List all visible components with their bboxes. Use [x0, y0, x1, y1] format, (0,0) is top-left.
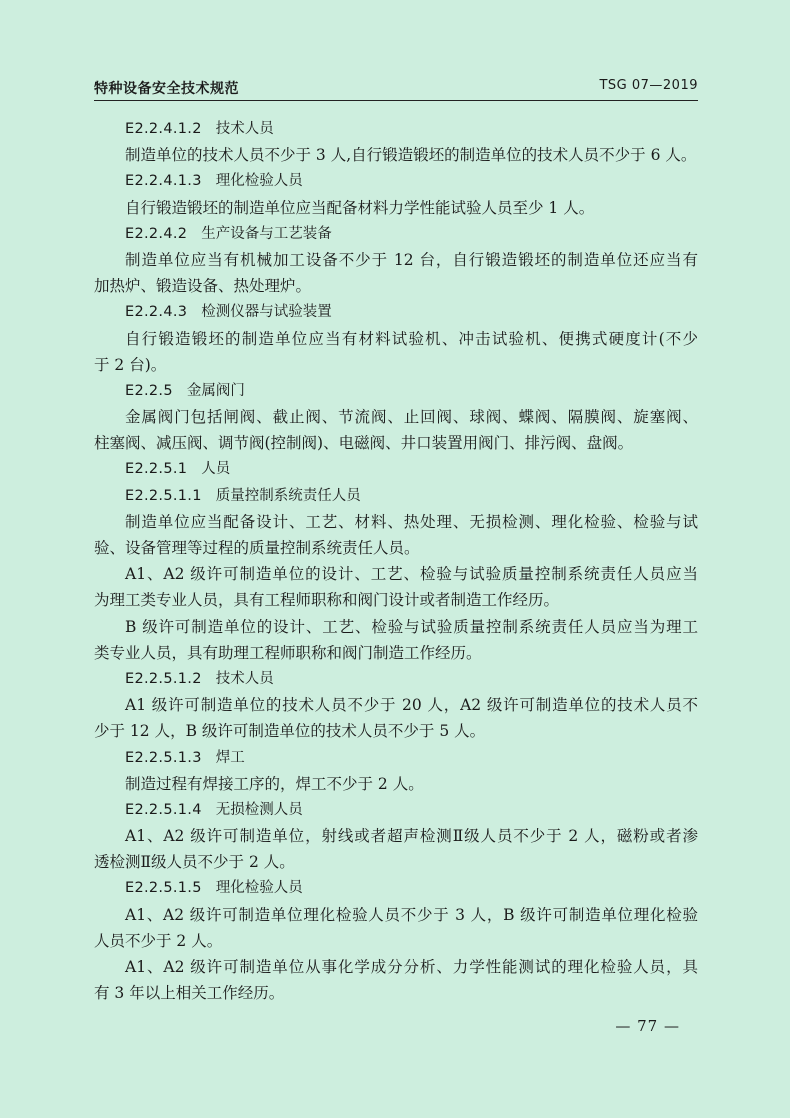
- section-heading: [94, 221, 698, 247]
- paragraph-line: 为理工类专业人员，具有工程师职称和阀门设计或者制造工作经历。: [94, 591, 560, 610]
- section-number: E2.2.4.1.2: [125, 121, 202, 137]
- section-number: E2.2.5.1.4: [125, 801, 202, 818]
- paragraph-line: 少于 12 人，B 级许可制造单位的技术人员不少于 5 人。: [94, 722, 486, 741]
- section-number: E2.2.4.1.3: [125, 173, 202, 190]
- section-title: 技术人员: [215, 670, 274, 687]
- header-title: 特种设备安全技术规范: [94, 81, 239, 97]
- paragraph-line: 自行锻造锻坯的制造单位应当有材料试验机、冲击试验机、便携式硬度计(不少: [125, 329, 698, 348]
- paragraph-line: 人员不少于 2 人。: [94, 931, 223, 950]
- paragraph-line: A1、A2 级许可制造单位的设计、工艺、检验与试验质量控制系统责任人员应当: [125, 565, 698, 584]
- paragraph-line: 类专业人员，具有助理工程师职称和阀门制造工作经历。: [94, 643, 482, 662]
- paragraph-line: 柱塞阀、减压阀、调节阀(控制阀)、电磁阀、井口装置用阀门、排污阀、盘阀。: [94, 434, 634, 453]
- paragraph-line: 验、设备管理等过程的质量控制系统责任人员。: [94, 539, 420, 557]
- section-heading: [94, 666, 698, 692]
- section-title: 无损检测人员: [215, 801, 303, 818]
- section-heading: [94, 116, 698, 142]
- paragraph-line: A1 级许可制造单位的技术人员不少于 20 人，A2 级许可制造单位的技术人员不: [125, 696, 698, 715]
- section-heading: [94, 456, 698, 482]
- section-number: E2.2.5.1: [125, 461, 188, 478]
- section-number: E2.2.4.2: [125, 225, 188, 242]
- section-title: 技术人员: [215, 121, 274, 137]
- section-number: E2.2.5.1.3: [125, 749, 202, 766]
- section-title: 焊工: [215, 749, 245, 766]
- paragraph-line: 透检测Ⅱ级人员不少于 2 人。: [94, 853, 295, 872]
- section-number: E2.2.5: [125, 382, 173, 399]
- document-body: [94, 116, 698, 1006]
- section-title: 质量控制系统责任人员: [215, 487, 361, 504]
- section-number: E2.2.5.1.5: [125, 880, 202, 897]
- paragraph-line: 有 3 年以上相关工作经历。: [94, 984, 285, 1003]
- paragraph-line: 金属阀门包括闸阀、截止阀、节流阀、止回阀、球阀、蝶阀、隔膜阀、旋塞阀、: [125, 408, 698, 427]
- section-title: 理化检验人员: [215, 880, 303, 897]
- section-title: 理化检验人员: [215, 173, 303, 190]
- section-heading: [94, 168, 698, 194]
- section-heading: [94, 378, 698, 404]
- paragraph-line: 于 2 台)。: [94, 355, 167, 374]
- section-heading: [94, 797, 698, 823]
- section-title: 人员: [201, 461, 231, 478]
- section-heading: [94, 299, 698, 325]
- header-standard-code: TSG 07—2019: [599, 78, 698, 93]
- paragraph-line: B 级许可制造单位的设计、工艺、检验与试验质量控制系统责任人员应当为理工: [125, 617, 698, 636]
- paragraph-line: 制造单位应当有机械加工设备不少于 12 台，自行锻造锻坯的制造单位还应当有: [125, 250, 698, 269]
- page-number: — 77 —: [615, 1017, 680, 1035]
- paragraph-line: 制造过程有焊接工序的，焊工不少于 2 人。: [125, 774, 424, 793]
- paragraph-line: A1、A2 级许可制造单位从事化学成分分析、力学性能测试的理化检验人员，具: [125, 958, 698, 976]
- section-number: E2.2.5.1.2: [125, 670, 202, 687]
- section-heading: [94, 745, 698, 771]
- section-heading: [94, 875, 698, 901]
- paragraph-line: 自行锻造锻坯的制造单位应当配备材料力学性能试验人员至少 1 人。: [125, 198, 595, 217]
- section-heading: [94, 483, 698, 509]
- section-number: E2.2.5.1.1: [125, 487, 202, 504]
- paragraph-line: A1、A2 级许可制造单位，射线或者超声检测Ⅱ级人员不少于 2 人，磁粉或者渗: [125, 827, 698, 846]
- section-title: 生产设备与工艺装备: [201, 225, 332, 242]
- paragraph-line: A1、A2 级许可制造单位理化检验人员不少于 3 人，B 级许可制造单位理化检验: [125, 905, 698, 924]
- paragraph-line: 制造单位应当配备设计、工艺、材料、热处理、无损检测、理化检验、检验与试: [125, 512, 698, 531]
- paragraph-line: 制造单位的技术人员不少于 3 人,自行锻造锻坯的制造单位的技术人员不少于 6 人。: [125, 146, 697, 165]
- section-title: 金属阀门: [186, 382, 245, 399]
- paragraph-line: 加热炉、锻造设备、热处理炉。: [94, 277, 312, 296]
- page-header: [94, 78, 698, 101]
- section-number: E2.2.4.3: [125, 304, 188, 321]
- section-title: 检测仪器与试验装置: [201, 304, 332, 321]
